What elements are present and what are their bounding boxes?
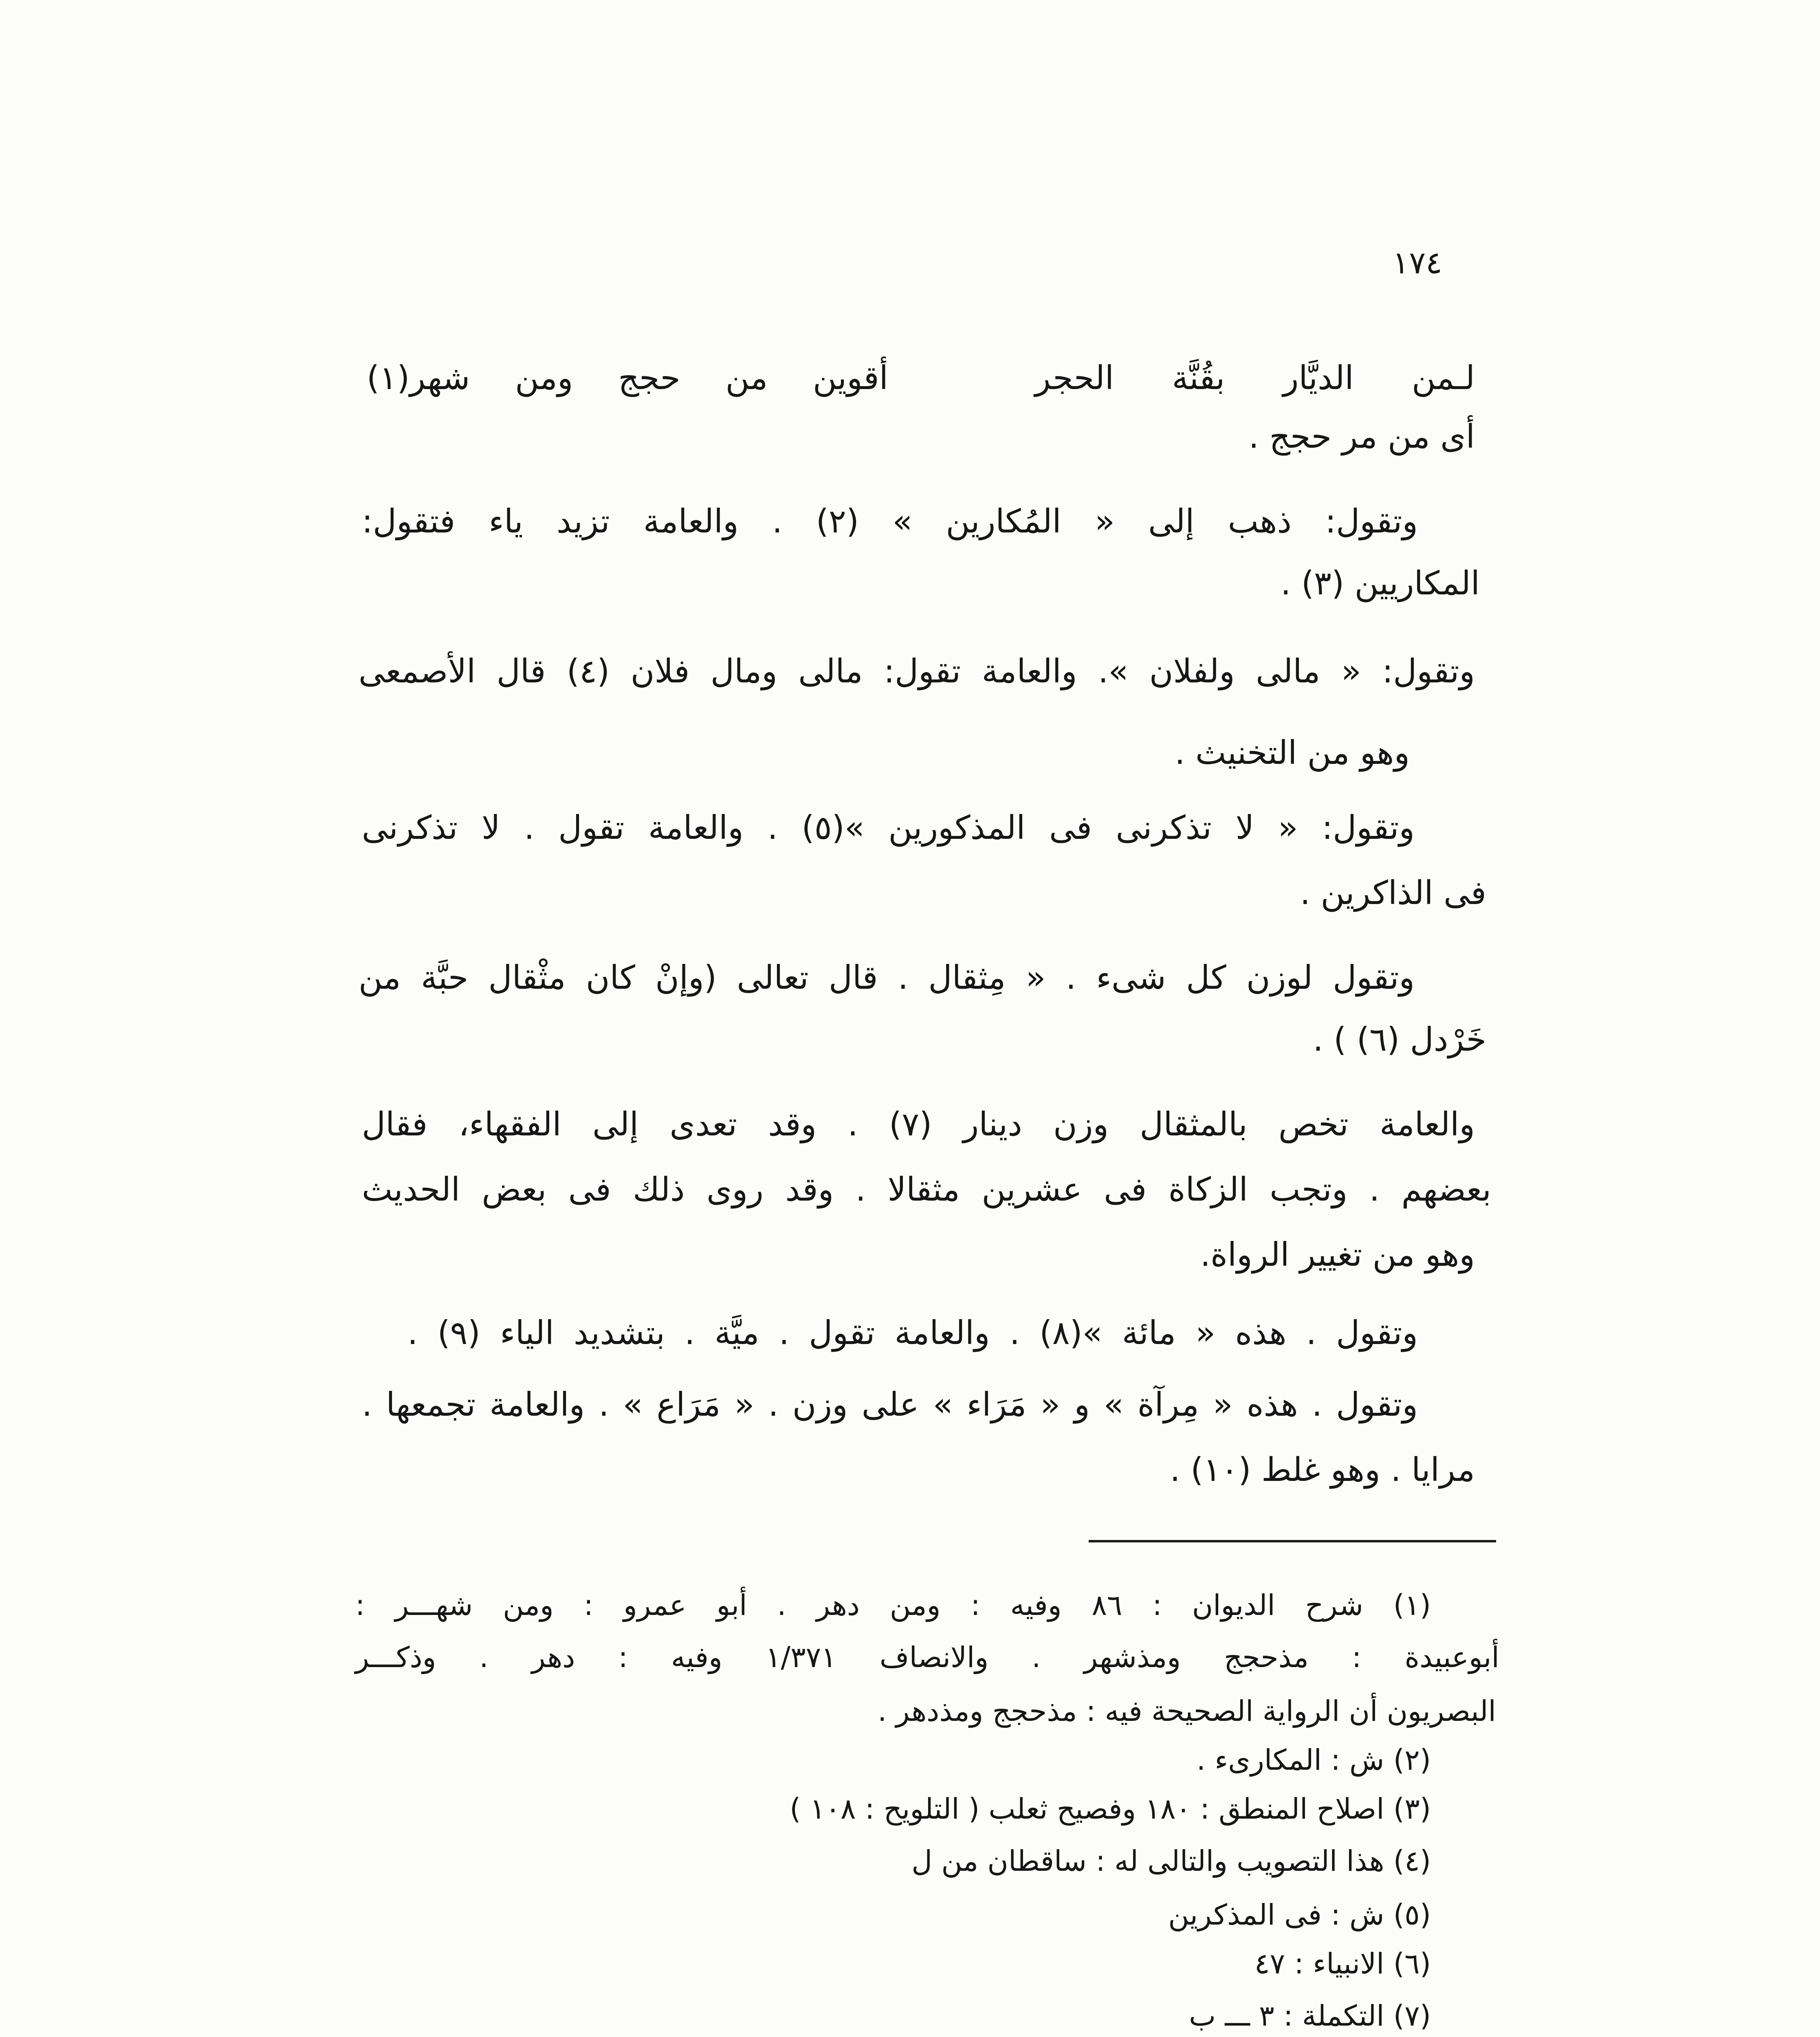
main-text-line: وهو من التخنيث . (1175, 734, 1410, 772)
footnote-line: أبوعبيدة : مذحجج ومذشهر . والانصاف ١/٣٧١ وفيه : دهر . وذكـــر (355, 1641, 1499, 1674)
main-text-line: وتقول لوزن كل شىء . « مِثقال . قال تعالى (وإنْ كان مثْقال حبَّة من (359, 959, 1415, 997)
main-text-line: وتقول: « مالى ولفلان ». والعامة تقول: مالى ومال فلان (٤) قال الأصمعى (359, 652, 1475, 690)
page-number: ١٧٤ (1392, 244, 1442, 281)
footnote-separator-rule (1089, 1540, 1496, 1542)
main-text-line: وتقول . هذه « مائة »(٨) . والعامة تقول . ميَّة . بتشديد الياء (٩) . (407, 1314, 1418, 1352)
main-text-line: وتقول: « لا تذكرنى فى المذكورين »(٥) . والعامة تقول . لا تذكرنى (362, 809, 1415, 847)
verse-first-hemistich: لـمن الديَّار بقُنَّة الحجر (1035, 359, 1475, 397)
footnote-line: (٢) ش : المكارىء . (1196, 1743, 1431, 1777)
footnote-line: البصريون أن الرواية الصحيحة فيه : مذحجج ومذدهر . (878, 1694, 1496, 1728)
verse-second-hemistich: أقوين من حجج ومن شهر(١) (367, 359, 888, 397)
main-text-line: المكاريين (٣) . (1280, 564, 1480, 602)
main-text-line: مرايا . وهو غلط (١٠) . (1170, 1451, 1475, 1489)
main-text-line: فى الذاكرين . (1300, 874, 1486, 912)
main-text-line: وتقول . هذه « مِرآة » و « مَرَاء » على وزن . « مَرَاع » . والعامة تجمعها . (362, 1386, 1418, 1423)
main-text-line: بعضهم . وتجب الزكاة فى عشرين مثقالا . وقد روى ذلك فى بعض الحديث (362, 1170, 1491, 1208)
footnote-line: (٦) الانبياء : ٤٧ (1254, 1947, 1431, 1980)
footnote-line: (٤) هذا التصويب والتالى له : ساقطان من ل (911, 1844, 1431, 1878)
main-text-line: وتقول: ذهب إلى « المُكارين » (٢) . والعامة تزيد ياء فتقول: (362, 502, 1418, 540)
footnote-line: (٣) اصلاح المنطق : ١٨٠ وفصيح ثعلب ( التلويح : ١٠٨ ) (790, 1792, 1431, 1826)
main-text-line: أى من مر حجج . (1248, 418, 1475, 455)
footnote-line: (١) شرح الديوان : ٨٦ وفيه : ومن دهر . أبو عمرو : ومن شهـــر : (355, 1588, 1431, 1622)
main-text-line: وهو من تغيير الرواة. (1200, 1236, 1475, 1274)
footnote-line: (٧) التكملة : ٣ ـــ ب (1189, 1999, 1431, 2033)
main-text-line: خَرْدل (٦) ) . (1313, 1021, 1486, 1058)
main-text-line: والعامة تخص بالمثقال وزن دينار (٧) . وقد تعدى إلى الفقهاء، فقال (362, 1105, 1475, 1143)
footnote-line: (٥) ش : فى المذكرين (1168, 1898, 1431, 1931)
